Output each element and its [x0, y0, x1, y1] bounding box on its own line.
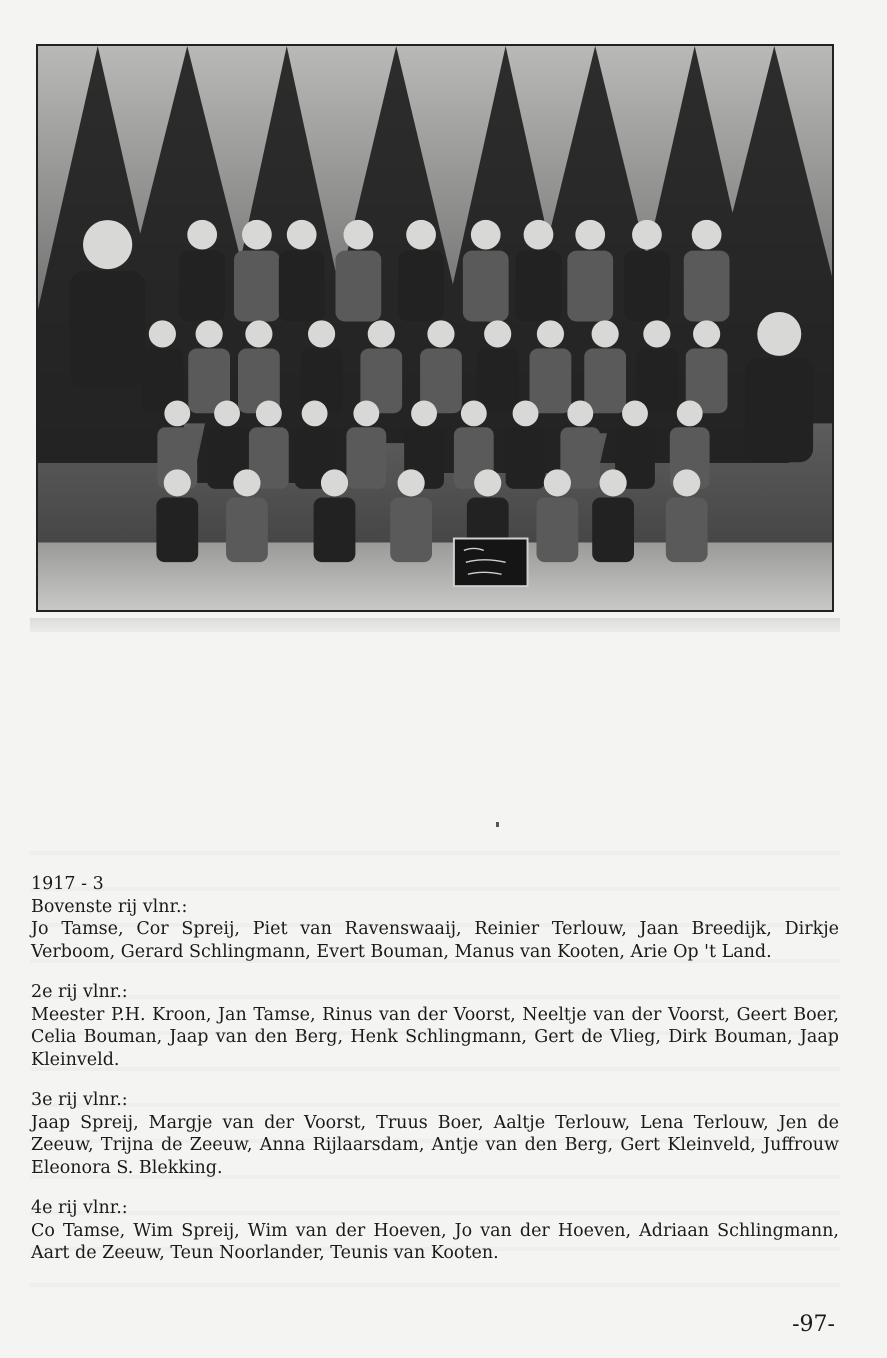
row-names: Jo Tamse, Cor Spreij, Piet van Ravenswaaij, Reinier Terlouw, Jaan Breedijk, Dirkje Verboom, Gerard Schlingmann, Evert Bouman, Manus van Kooten, Arie Op 't Land. — [31, 919, 839, 962]
class-photograph — [36, 44, 834, 612]
row-names: Co Tamse, Wim Spreij, Wim van der Hoeven, Jo van der Hoeven, Adriaan Schlingmann, Aart de Zeeuw, Teun Noorlander, Teunis van Kooten. — [31, 1220, 839, 1263]
chalkboard-sign-icon — [454, 539, 528, 587]
row-block-second — [31, 981, 839, 1071]
row-block-top — [31, 896, 839, 964]
page-number: -97- — [792, 1312, 835, 1337]
row-names: Jaap Spreij, Margje van der Voorst, Truus Boer, Aaltje Terlouw, Lena Terlouw, Jen de Zeeuw, Trijna de Zeeuw, Anna Rijlaarsdam, Antje van den Berg, Gert Kleinveld, Juffrouw Eleonora S. Blekking. — [31, 1112, 839, 1178]
caption-title: 1917 - 3 — [31, 874, 104, 894]
photo-shadow — [30, 618, 840, 632]
photo-image — [38, 46, 832, 610]
row-heading: Bovenste rij vlnr.: — [31, 896, 188, 917]
row-heading: 3e rij vlnr.: — [31, 1090, 128, 1110]
paper-speck — [496, 822, 499, 827]
photo-caption — [31, 873, 839, 1283]
row-block-fourth — [31, 1197, 839, 1265]
row-names: Meester P.H. Kroon, Jan Tamse, Rinus van der Voorst, Neeltje van der Voorst, Geert Boer, Celia Bouman, Jaap van den Berg, Henk Schlingmann, Gert de Vlieg, Dirk Bouman, Jaap Kleinveld. — [31, 1004, 839, 1070]
row-block-third — [31, 1089, 839, 1179]
row-heading: 2e rij vlnr.: — [31, 982, 128, 1002]
row-heading: 4e rij vlnr.: — [31, 1198, 128, 1218]
